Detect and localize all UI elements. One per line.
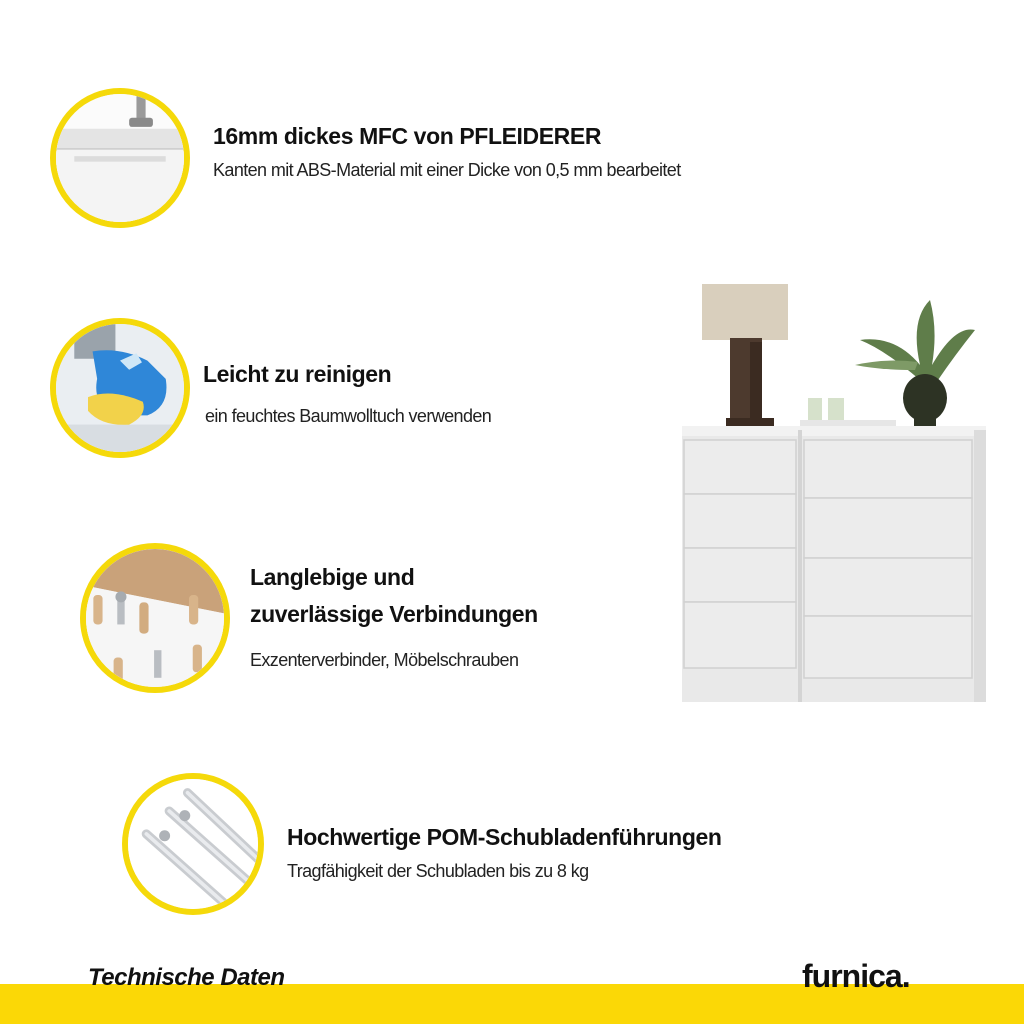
wooden-dowels-photo <box>80 543 230 693</box>
feature-3-title-line-2: zuverlässige Verbindungen <box>250 601 538 627</box>
cleaning-glove-photo <box>50 318 190 458</box>
feature-4-title: Hochwertige POM-Schubladenführungen <box>287 824 722 850</box>
feature-3-subtitle: Exzenterverbinder, Möbelschrauben <box>250 650 519 670</box>
furnica-logo: furnica. <box>802 958 910 994</box>
feature-1-title: 16mm dickes MFC von PFLEIDERER <box>213 123 602 149</box>
feature-4-subtitle: Tragfähigkeit der Schubladen bis zu 8 kg <box>287 861 589 881</box>
drawer-runners-photo <box>122 773 264 915</box>
feature-3-title-line-1: Langlebige und <box>250 564 415 590</box>
technical-data-label: Technische Daten <box>88 964 285 991</box>
white-8-drawer-dresser-photo <box>670 270 1000 710</box>
feature-2-title: Leicht zu reinigen <box>203 361 392 387</box>
board-edge-photo <box>50 88 190 228</box>
feature-1-subtitle: Kanten mit ABS-Material mit einer Dicke von 0,5 mm bearbeitet <box>213 160 681 180</box>
feature-2-subtitle: ein feuchtes Baumwolltuch verwenden <box>205 406 492 426</box>
